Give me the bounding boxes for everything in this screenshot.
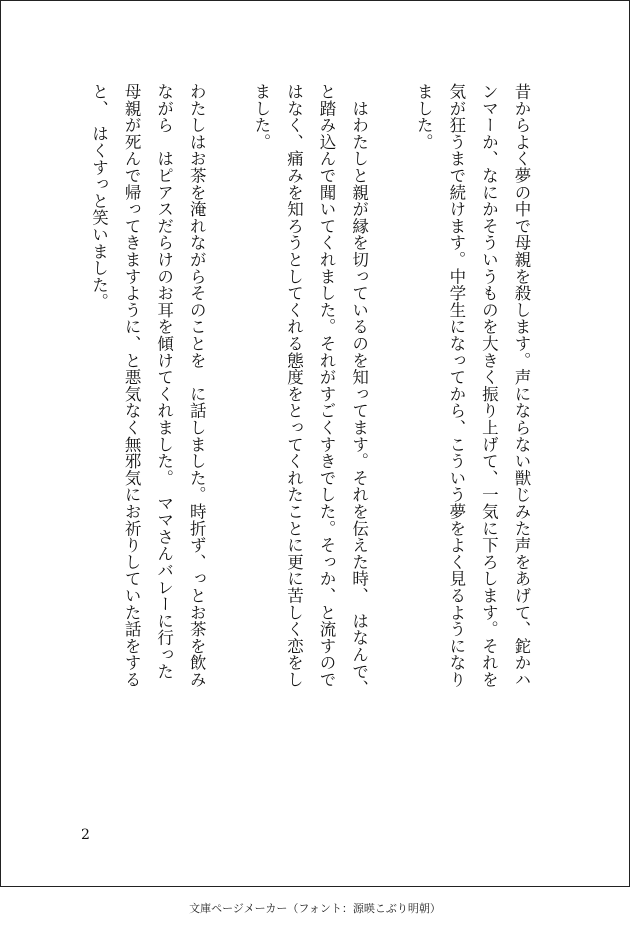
footer-caption: 文庫ページメーカー（フォント：源暎こぶり明朝） xyxy=(189,902,441,915)
text-line: ンマーか、なにかそういうものを大きく振り上げて、一気に下ろします。それを xyxy=(479,83,499,688)
paragraph-1 xyxy=(407,83,537,803)
text-line: 昔からよく夢の中で母親を殺します。声にならない獣じみた声をあげて、鉈かハ xyxy=(512,83,531,688)
text-line: わたしはお茶を淹れながらそのことを に話しました。時折ず、っとお茶を飲み xyxy=(187,83,207,688)
paragraph-2 xyxy=(244,83,374,803)
text-line: はわたしと親が縁を切っているのを知ってます。それを伝えた時、 はなんで、 xyxy=(349,83,369,697)
paragraph-3 xyxy=(82,83,212,803)
vertical-text-body xyxy=(82,83,537,803)
text-line: ました。 xyxy=(251,83,271,151)
text-line: ました。 xyxy=(414,83,434,151)
text-line: 母親が死んで帰ってきますように、と悪気なく無邪気にお祈りしていた話をする xyxy=(122,83,142,688)
text-line: 気が狂うまで続けます。中学生になってから、こういう夢をよく見るようになり xyxy=(446,83,466,688)
text-line: はなく、痛みを知ろうとしてくれる態度をとってくれたことに更に苦しく恋をし xyxy=(284,83,304,688)
text-line: と、 はくすっと笑いました。 xyxy=(89,83,109,310)
text-line: と踏み込んで聞いてくれました。それがすごくすきでした。そっか、と流すので xyxy=(317,83,337,688)
page-number: 2 xyxy=(81,827,90,843)
text-line: ながら はピアスだらけのお耳を傾けてくれました。 ママさんバレーに行った xyxy=(154,83,174,680)
